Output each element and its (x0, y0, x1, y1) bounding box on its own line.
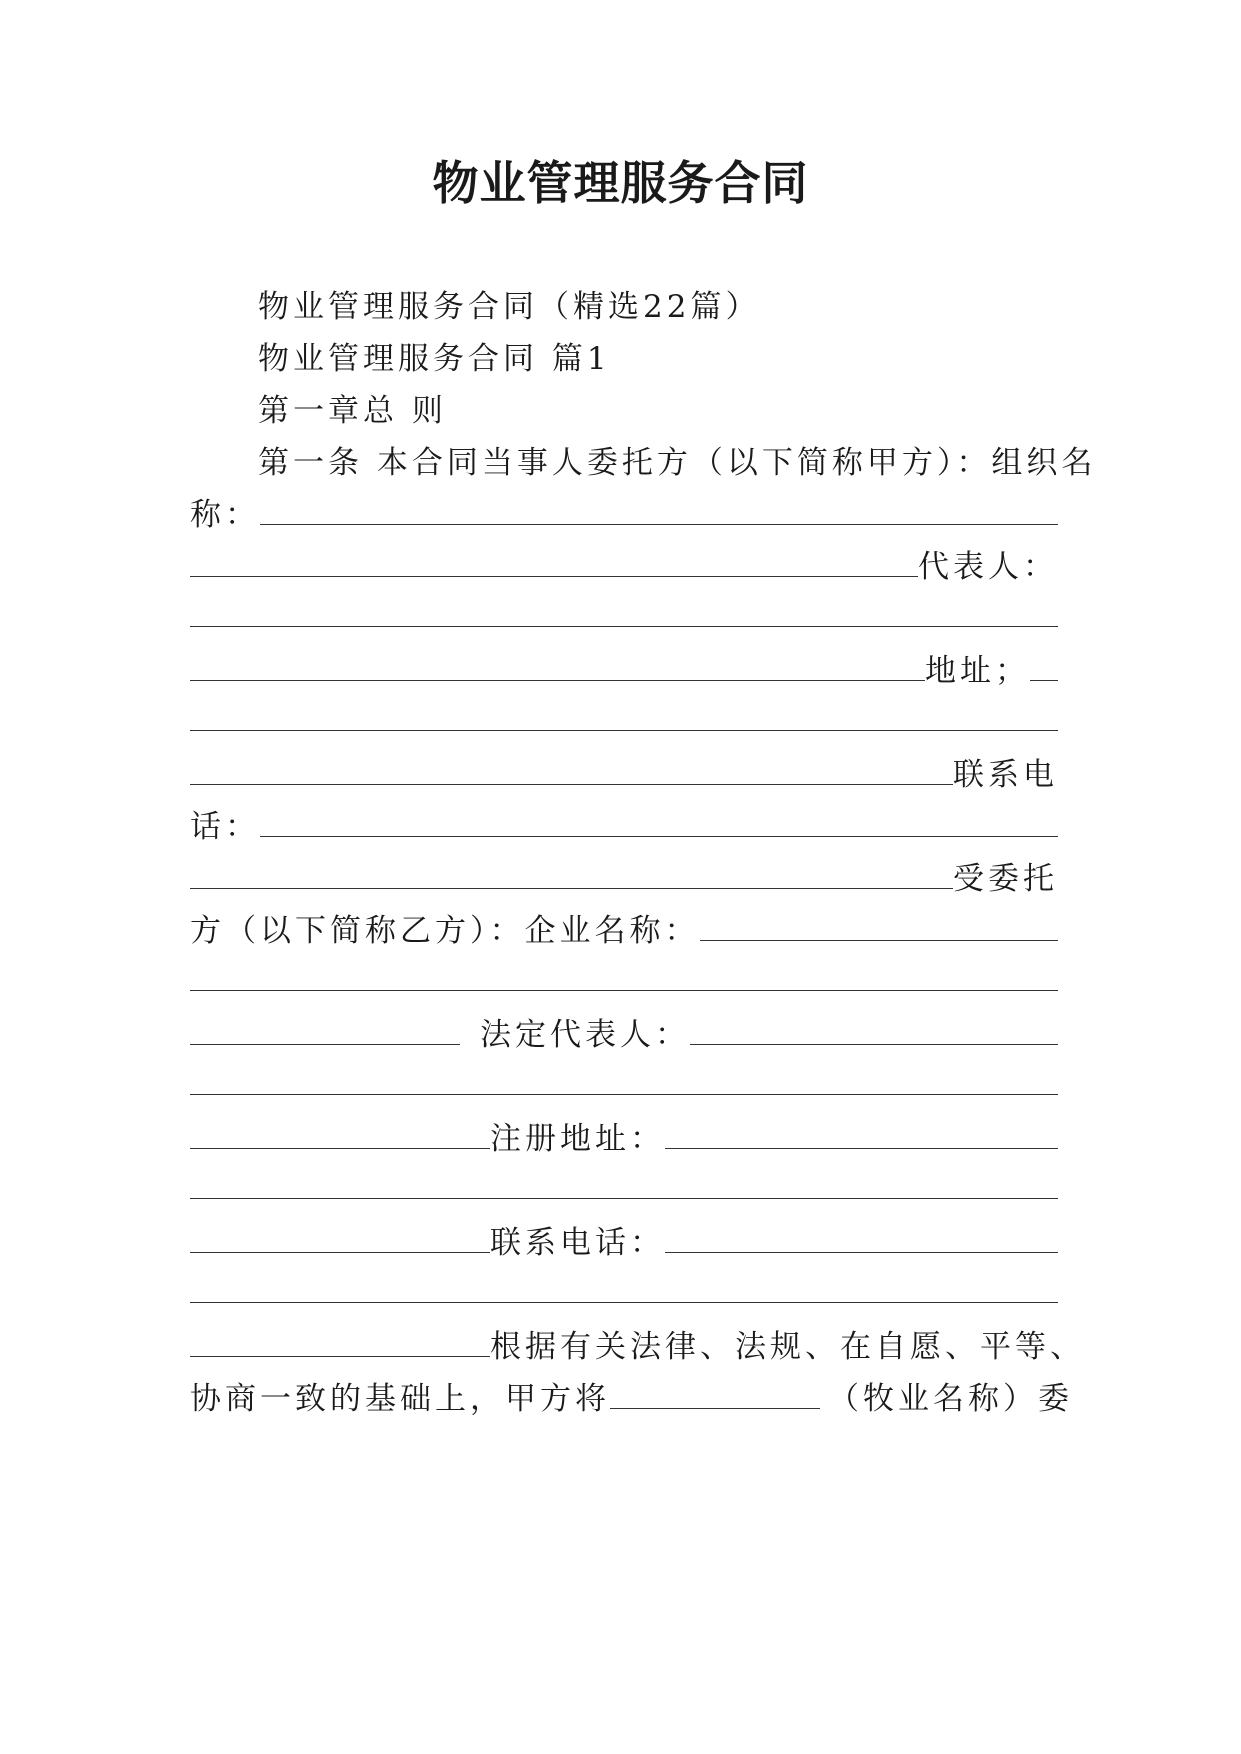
company-name-blank-continued (190, 960, 1058, 991)
agreement-text: 协商一致的基础上，甲方将 (190, 1381, 610, 1417)
section-heading-text: 物业管理服务合同 篇1 (258, 341, 611, 377)
org-name-blank-continued (190, 546, 918, 577)
chapter-heading-text: 第一章总 则 (258, 393, 447, 429)
registered-address-line (190, 1116, 1058, 1162)
company-name-blank-line (190, 960, 1058, 1006)
address-label: 地址； (925, 653, 1030, 689)
representative-blank (190, 596, 1058, 627)
article-one-line (190, 440, 1097, 486)
registered-address-blank-line (190, 1168, 1058, 1214)
phone-blank-continued (190, 858, 953, 889)
legal-rep-blank-line (190, 1064, 1058, 1110)
phone-label-end: 话： (190, 809, 260, 845)
property-line (190, 1376, 1073, 1422)
company-name-blank (700, 910, 1059, 941)
address-line (190, 648, 1058, 694)
legal-rep-blank-continued (190, 1064, 1058, 1095)
registered-address-blank-continued (190, 1168, 1058, 1199)
phone-blank (260, 806, 1058, 837)
legal-rep-blank-end (190, 1118, 490, 1149)
company-name-blank-end (190, 1014, 460, 1045)
chapter-heading (190, 388, 1058, 434)
section-heading (190, 336, 1058, 382)
phone-line (190, 752, 1058, 798)
basis-line (190, 1324, 1085, 1370)
representative-blank-line (190, 596, 1058, 642)
phone-label-line (190, 804, 1058, 850)
property-name-hint: （牧业名称）委 (828, 1381, 1073, 1417)
registered-address-label: 注册地址： (490, 1121, 665, 1157)
contact-phone-blank-end (190, 1326, 490, 1357)
org-name-line (190, 492, 1058, 538)
trustee-label-start: 受委托 (953, 861, 1058, 897)
address-blank-start (1030, 650, 1058, 681)
contact-phone-label: 联系电话： (490, 1225, 665, 1261)
subtitle-line (190, 284, 1058, 330)
contact-phone-blank-line (190, 1272, 1058, 1318)
address-blank-continued (190, 754, 953, 785)
trustee-line (190, 856, 1058, 902)
legal-rep-line (190, 1012, 1058, 1058)
property-name-blank (610, 1378, 820, 1409)
legal-rep-label: 法定代表人： (480, 1017, 690, 1053)
registered-address-blank-end (190, 1222, 490, 1253)
basis-text: 根据有关法律、法规、在自愿、平等、 (490, 1329, 1085, 1365)
contact-phone-blank-continued (190, 1272, 1058, 1303)
address-blank-line (190, 700, 1058, 746)
org-name-label: 称： (190, 497, 260, 533)
contact-phone-blank (665, 1222, 1058, 1253)
company-name-label: 方（以下简称乙方）：企业名称： (190, 913, 700, 949)
page-title: 物业管理服务合同 (432, 156, 809, 210)
phone-label-start: 联系电 (953, 757, 1058, 793)
org-name-blank (260, 494, 1058, 525)
company-name-line (190, 908, 1058, 954)
subtitle-text: 物业管理服务合同（精选22篇） (258, 289, 761, 325)
contact-phone-line (190, 1220, 1058, 1266)
legal-rep-blank (690, 1014, 1058, 1045)
representative-label: 代表人： (918, 549, 1058, 585)
representative-line (190, 544, 1058, 590)
representative-blank-continued (190, 650, 925, 681)
article-one-text: 第一条 本合同当事人委托方（以下简称甲方）：组织名 (258, 445, 1097, 481)
registered-address-blank (665, 1118, 1058, 1149)
address-blank (190, 700, 1058, 731)
